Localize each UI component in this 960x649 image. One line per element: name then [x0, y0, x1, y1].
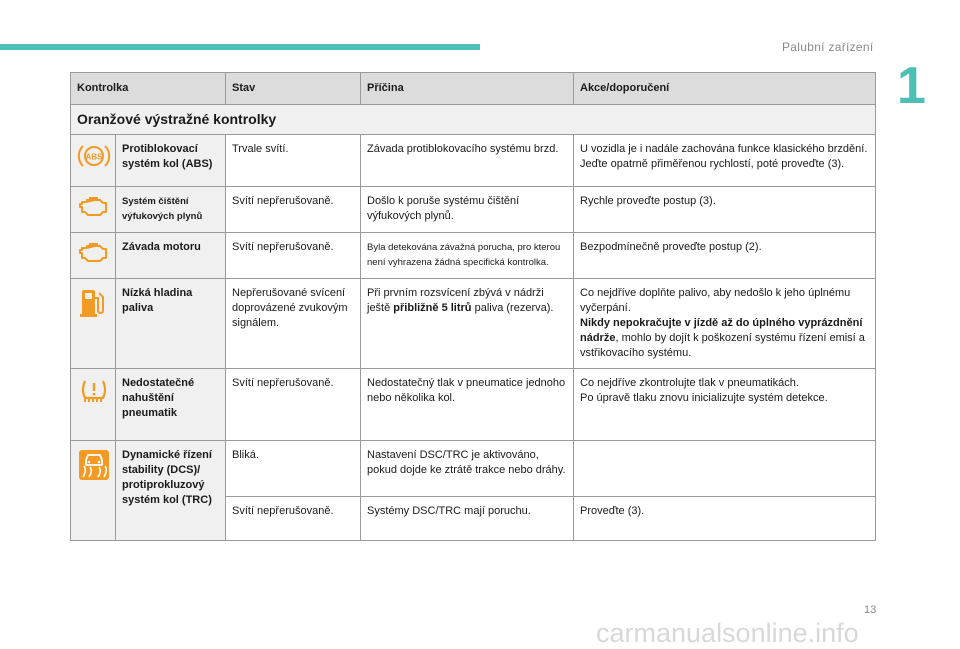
engine-warning-icon [71, 233, 116, 279]
table-header-row [71, 73, 876, 105]
light-cause: Byla detekována závažná porucha, pro kterou není vyhrazena žádná specifická kontrolka. [361, 233, 574, 279]
light-action [574, 279, 876, 369]
accent-bar [0, 44, 480, 50]
page-number: 13 [864, 604, 877, 616]
watermark: carmanualsonline.info [596, 618, 859, 648]
light-cause: Závada protiblokovacího systému brzd. [361, 135, 574, 187]
light-name: Protiblokovací systém kol (ABS) [116, 135, 226, 187]
light-state: Bliká. [226, 441, 361, 497]
light-state: Trvale svítí. [226, 135, 361, 187]
fuel-pump-icon [71, 279, 116, 369]
column-header-kontrolka: Kontrolka [71, 73, 226, 105]
light-state: Nepřerušované svícení doprovázené zvukovým signálem. [226, 279, 361, 369]
action-line: Jeďte opatrně přiměřenou rychlostí, poté proveďte (3). [580, 158, 845, 170]
section-row [71, 105, 876, 135]
light-name: Nedostatečné nahuštění pneumatik [116, 369, 226, 441]
light-name: Dynamické řízení stability (DCS)/ protiprokluzový systém kol (TRC) [116, 441, 226, 541]
stability-control-icon [71, 441, 116, 541]
column-header-stav: Stav [226, 73, 361, 105]
warning-lights-table [70, 72, 876, 541]
column-header-akce: Akce/doporučení [574, 73, 876, 105]
light-cause: Nedostatečný tlak v pneumatice jednoho nebo několika kol. [361, 369, 574, 441]
light-name: Systém čištění výfukových plynů [116, 187, 226, 233]
light-name: Nízká hladina paliva [116, 279, 226, 369]
section-title: Oranžové výstražné kontrolky [71, 105, 876, 135]
abs-icon-text: ABS [85, 152, 103, 162]
light-action [574, 135, 876, 187]
table-row [71, 279, 876, 369]
light-name: Závada motoru [116, 233, 226, 279]
light-cause: Nastavení DSC/TRC je aktivováno, pokud dojde ke ztrátě trakce nebo dráhy. [361, 441, 574, 497]
light-action: Proveďte (3). [574, 497, 876, 541]
light-state: Svítí nepřerušovaně. [226, 497, 361, 541]
action-line: , mohlo by dojít k poškození systému řízení emisí a vstřikovacího systému. [580, 332, 865, 359]
action-bold-text: Nikdy nepokračujte v jízdě až do úplného vyprázdnění nádrže [580, 317, 863, 344]
abs-warning-icon [71, 135, 116, 187]
cause-text: paliva (rezerva). [471, 302, 554, 314]
light-state: Svítí nepřerušovaně. [226, 369, 361, 441]
column-header-pricina: Příčina [361, 73, 574, 105]
cause-bold-text: přibližně 5 litrů [393, 302, 472, 314]
action-line: U vozidla je i nadále zachována funkce klasického brzdění. [580, 143, 868, 155]
light-action [574, 441, 876, 497]
light-cause [361, 279, 574, 369]
tire-pressure-icon [71, 369, 116, 441]
light-action [574, 369, 876, 441]
light-cause: Systémy DSC/TRC mají poruchu. [361, 497, 574, 541]
light-state: Svítí nepřerušovaně. [226, 187, 361, 233]
action-line: Po úpravě tlaku znovu inicializujte systém detekce. [580, 392, 828, 404]
action-line: Co nejdříve doplňte palivo, aby nedošlo k jeho úplnému vyčerpání. [580, 287, 851, 314]
light-action: Rychle proveďte postup (3). [574, 187, 876, 233]
table-row [71, 135, 876, 187]
chapter-number: 1 [897, 57, 926, 115]
table-row [71, 441, 876, 497]
action-line: Co nejdříve zkontrolujte tlak v pneumatikách. [580, 377, 799, 389]
light-action: Bezpodmínečně proveďte postup (2). [574, 233, 876, 279]
light-state: Svítí nepřerušovaně. [226, 233, 361, 279]
chapter-title: Palubní zařízení [782, 40, 874, 54]
table-row [71, 369, 876, 441]
cause-text: Při prvním rozsvícení zbývá v nádrži ještě [367, 287, 544, 314]
light-cause: Došlo k poruše systému čištění výfukových plynů. [361, 187, 574, 233]
engine-warning-icon [71, 187, 116, 233]
table-row [71, 233, 876, 279]
table-row [71, 187, 876, 233]
